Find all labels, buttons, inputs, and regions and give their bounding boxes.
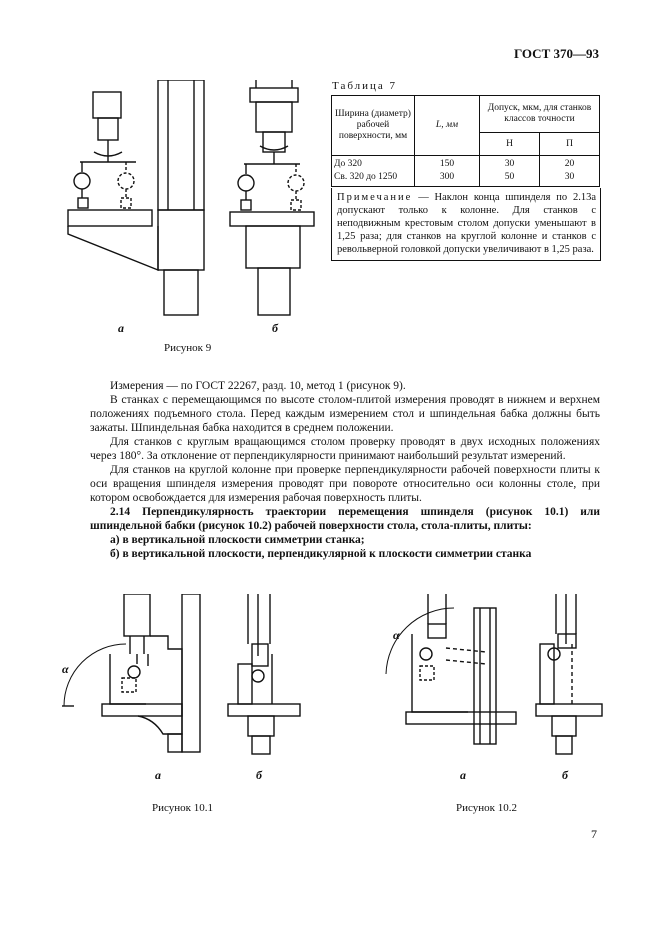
table-row [332,156,600,172]
figure-10-1-caption: Рисунок 10.1 [152,802,213,814]
paragraph-1: Измерения — по ГОСТ 22267, разд. 10, метод 1 (рисунок 9). [110,380,406,392]
table-cell-width: Св. 320 до 1250 [332,171,415,187]
table-cell-H: 50 [480,171,540,187]
figure-10-1 [58,594,308,774]
table-cell-L: 300 [415,171,480,187]
paragraph-4: Для станков на круглой колонне при проверке перпендикулярности рабочей поверхности плиты к оси вращения шпинделя измерения проводят при повороте относительно оси колонны столе, при котором освобождается для измерения рабочая поверхность плиты. [90,464,600,504]
table-cell-H: 30 [480,156,540,172]
figure-9-caption: Рисунок 9 [164,342,212,354]
table-7-note [331,188,601,261]
table-header-tolerance: Допуск, мкм, для станков классов точности [480,96,600,133]
note-label: Примечание [337,192,413,203]
figure-10-2-angle: α [393,628,400,642]
figure-9-drawing [60,80,330,340]
table-cell-width: До 320 [332,156,415,172]
table-header-width: Ширина (диаметр) рабочей поверхности, мм [332,96,415,156]
figure-9 [60,80,330,340]
figure-10-2-drawing [376,594,606,774]
table-cell-P: 30 [540,171,600,187]
table-header-class-p: П [540,133,600,156]
item-a: а) в вертикальной плоскости симметрии станка; [110,534,365,546]
table-cell-P: 20 [540,156,600,172]
figure-9-label-b: б [272,321,278,335]
figure-10-2 [376,594,606,774]
note-text: — Наклон конца шпинделя по 2.13а допускают только к колонне. Для станков с неподвижным крестовым столом допуски уменьшают в 1,25 раза; для станков на круглой колонне и станков с револьверной головкой допуски увеличивают в 1,25 раза. [337,192,596,255]
table-7-title: Таблица 7 [332,80,398,92]
item-b: б) в вертикальной плоскости, перпендикулярной к плоскости симметрии станка [110,548,532,560]
figure-9-label-a: а [118,321,124,335]
body-text [90,379,600,561]
table-row [332,171,600,187]
table-header-L: L, мм [415,96,480,156]
figure-10-1-angle: α [62,662,69,676]
table-header-class-h: Н [480,133,540,156]
paragraph-2: В станках с перемещающимся по высоте столом-плитой измерения проводят в нижнем и верхнем положениях подъемного стола. Перед каждым измерением стол и шпиндельная бабка должны быть зажаты. Шпиндельная бабка находится в среднем положении. [90,394,600,434]
figure-10-1-drawing [58,594,308,774]
paragraph-3: Для станков с круглым вращающимся столом проверку проводят в двух исходных положениях через 180°. За отклонение от перпендикулярности принимают наибольший результат измерений. [90,436,600,462]
figure-10-1-label-b: б [256,768,262,782]
table-cell-L: 150 [415,156,480,172]
section-2-14: 2.14 Перпендикулярность траектории перемещения шпинделя (рисунок 10.1) или шпиндельной бабки (рисунок 10.2) рабочей поверхности стола, стола-плиты, плиты: [90,506,600,532]
page-number: 7 [591,827,597,841]
figure-10-2-caption: Рисунок 10.2 [456,802,517,814]
table-7 [331,95,600,187]
figure-10-1-label-a: а [155,768,161,782]
figure-10-2-label-b: б [562,768,568,782]
document-code: ГОСТ 370—93 [513,46,599,61]
figure-10-2-label-a: а [460,768,466,782]
